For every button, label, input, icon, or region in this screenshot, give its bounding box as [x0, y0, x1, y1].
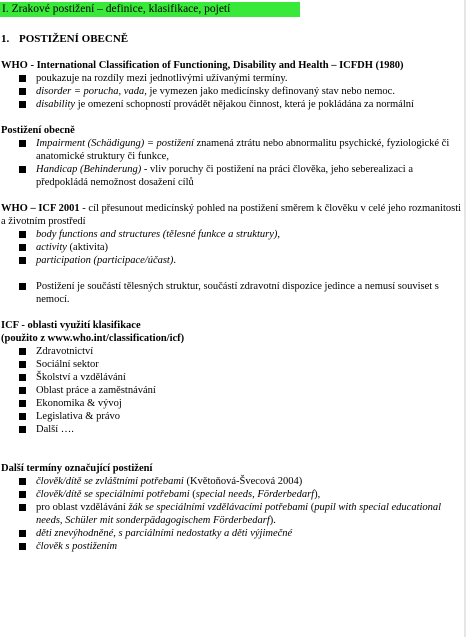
dalsi-list: [0, 475, 462, 553]
item-italic: člověk s postižením: [36, 541, 118, 552]
icf2001-note-list: [0, 280, 462, 306]
list-item: Legislativa & právo: [0, 410, 462, 423]
item-italic: žák se speciálními vzdělávacími potřebami: [128, 502, 309, 513]
item-italic: activity: [36, 242, 67, 253]
list-item: [0, 527, 462, 540]
item-text: je vymezen jako medicínsky definovaný stav nebo nemoc.: [146, 86, 395, 97]
list-item: [0, 85, 462, 98]
dalsi-heading: Další termíny označující postižení: [1, 463, 153, 474]
postizeni-list: [0, 137, 462, 189]
icf2001-lead: WHO – ICF 2001: [1, 203, 80, 214]
item-text: .: [173, 255, 176, 266]
list-item: [0, 72, 462, 85]
list-item: [0, 241, 462, 254]
item-italic: člověk/dítě se zvláštními potřebami: [36, 476, 184, 487]
list-item: [0, 501, 462, 527]
list-item: [0, 488, 462, 501]
icf-areas-source: (použito z www.who.int/classification/icf): [1, 333, 185, 344]
who-paragraph: [0, 59, 462, 72]
item-text: znamená ztrátu nebo abnormalitu psychické, fyziologické či anatomické struktury či funkce,: [36, 138, 450, 162]
document-body: [0, 17, 462, 553]
section-heading: [0, 33, 462, 46]
list-item: [0, 163, 462, 189]
icf2001-paragraph: [0, 202, 462, 228]
item-italic: děti znevýhodněné, s parciálními nedostatky a děti výjimečné: [36, 528, 293, 539]
list-item: Školství a vzdělávání: [0, 371, 462, 384]
item-text: pro oblast vzdělávání: [36, 502, 129, 513]
item-text: - vliv poruchy či postižení na práci člověka, jeho seberealizaci a předpokládá nemožnost dosažení cílů: [36, 164, 413, 188]
icf2001-list: [0, 228, 462, 267]
item-italic: Impairment (Schädigung) = postižení: [36, 138, 194, 149]
item-italic: disorder = porucha, vada,: [36, 86, 147, 97]
item-italic: Handicap (Behinderung): [36, 164, 142, 175]
item-text: poukazuje na rozdíly mezi jednotlivými užívanými termíny.: [36, 73, 288, 84]
chapter-title: I. Zrakové postižení – definice, klasifikace, pojetí: [0, 2, 300, 17]
who-list: [0, 72, 462, 111]
item-text: Postižení je součástí tělesných struktur, součástí zdravotní dispozice jedince a nemusí souviset s nemocí.: [36, 281, 439, 305]
list-item: [0, 137, 462, 163]
item-italic: pupil with special educational needs, Schüler mit sonderpädagogischem Förderbedarf: [36, 502, 442, 526]
list-item: [0, 98, 462, 111]
item-italic: disability: [36, 99, 76, 110]
list-item: Sociální sektor: [0, 358, 462, 371]
item-text: ),: [314, 489, 321, 500]
section-title: POSTIŽENÍ OBECNĚ: [19, 33, 129, 45]
list-item: Další ….: [0, 423, 462, 436]
item-italic: body functions and structures (tělesné funkce a struktury): [36, 229, 278, 240]
list-item: [0, 280, 462, 306]
list-item: Ekonomika & vývoj: [0, 397, 462, 410]
list-item: [0, 254, 462, 267]
item-italic: participation (participace/účast): [36, 255, 174, 266]
list-item: Oblast práce a zaměstnávání: [0, 384, 462, 397]
item-text: ,: [277, 229, 280, 240]
item-text: je omezení schopností provádět nějakou činnost, která je pokládána za normální: [75, 99, 414, 110]
item-text: (Květoňová-Švecová 2004): [183, 476, 303, 487]
item-text: (: [308, 502, 315, 513]
list-item: [0, 540, 462, 553]
item-text: (: [189, 489, 196, 500]
item-text: ).: [269, 515, 276, 526]
who-classification-title: International Classification of Functioning, Disability and Health – ICFDH (1980): [36, 60, 404, 71]
item-italic: člověk/dítě se speciálními potřebami: [36, 489, 190, 500]
list-item: Zdravotnictví: [0, 345, 462, 358]
postizeni-heading: Postižení obecně: [1, 125, 75, 136]
section-number: 1.: [1, 33, 10, 45]
list-item: [0, 475, 462, 488]
who-lead: WHO -: [1, 60, 37, 71]
item-italic: special needs, Förderbedarf: [195, 489, 315, 500]
icf-areas-list: [0, 345, 462, 436]
item-text: (aktivita): [66, 242, 109, 253]
icf-areas-heading: ICF - oblasti využití klasifikace: [1, 320, 141, 331]
icf2001-text: - cíl přesunout medicínský pohled na postižení směrem k člověku v celé jeho rozmanitosti a životním prostředí: [1, 203, 462, 227]
list-item: [0, 228, 462, 241]
